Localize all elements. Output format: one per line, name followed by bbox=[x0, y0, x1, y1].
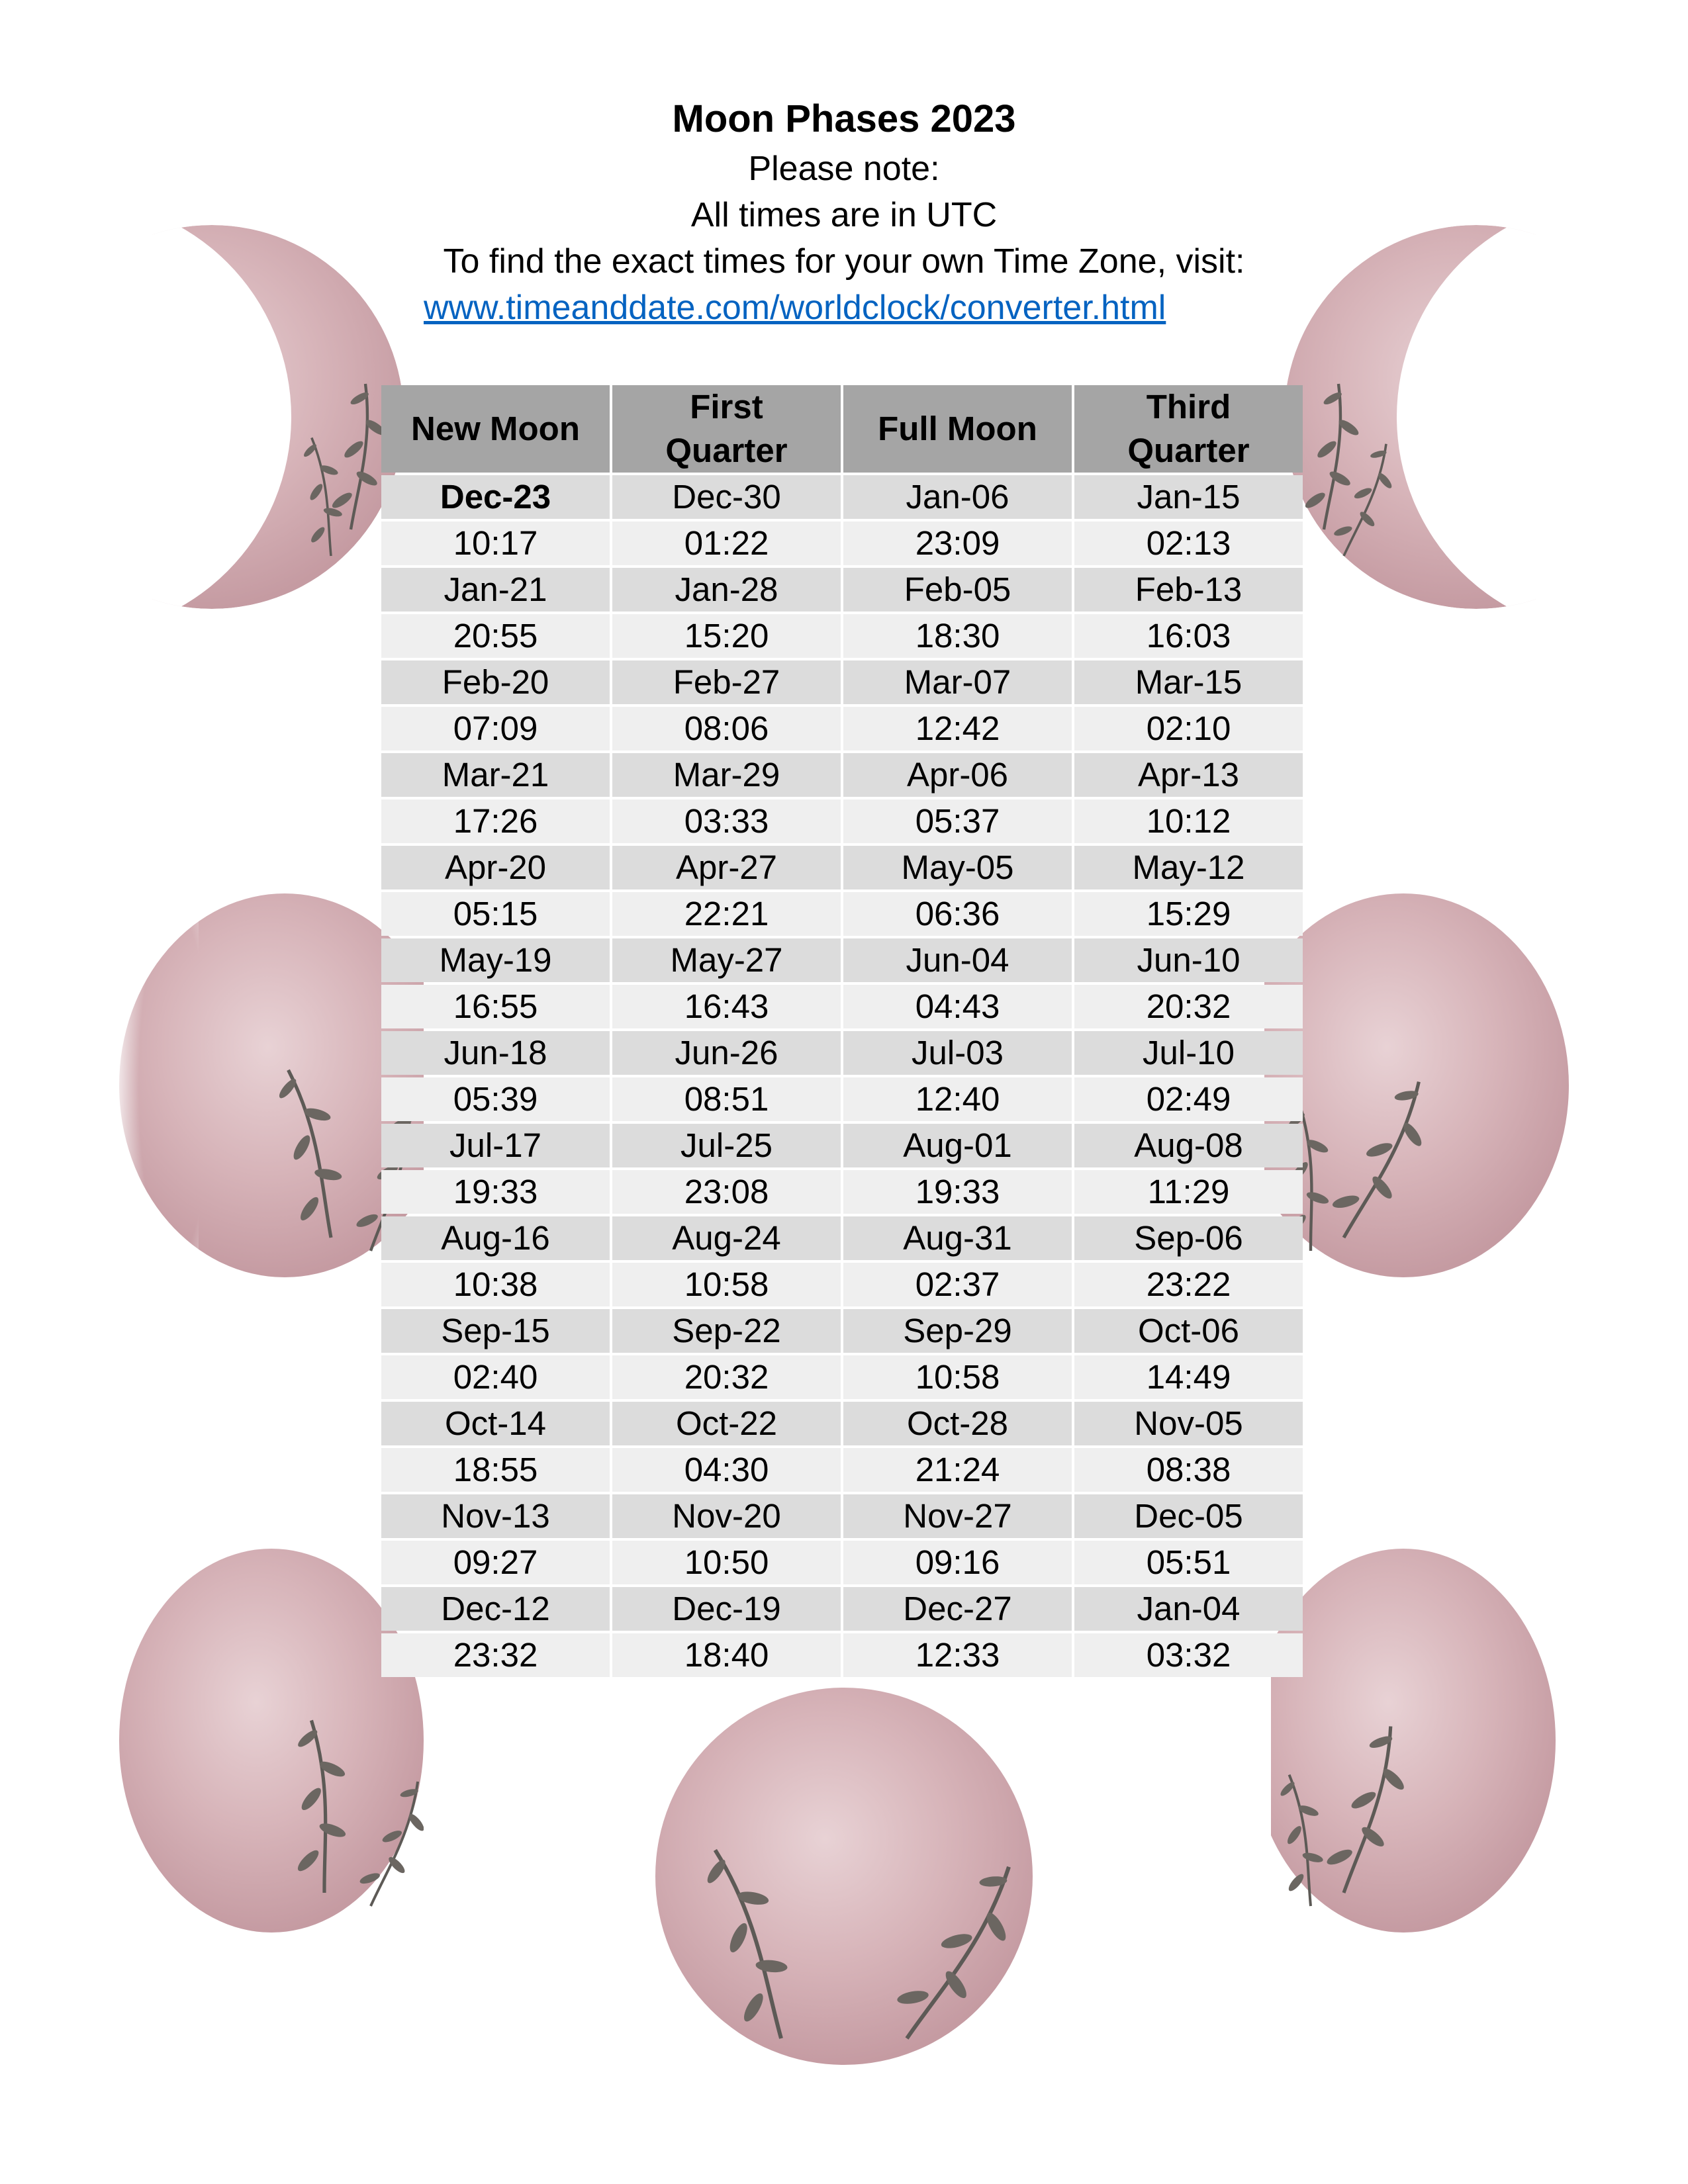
time-row bbox=[381, 1263, 1303, 1306]
date-row bbox=[381, 1402, 1303, 1445]
first-quarter-time-cell: 20:32 bbox=[612, 1355, 841, 1399]
full-moon-time-cell: 23:09 bbox=[843, 522, 1072, 565]
last-quarter-moon-icon bbox=[106, 1549, 424, 1933]
first-quarter-time-cell: 08:51 bbox=[612, 1077, 841, 1121]
table-header-row bbox=[381, 385, 1303, 473]
full-moon-date-cell: Apr-06 bbox=[843, 753, 1072, 797]
third-quarter-date-cell: Nov-05 bbox=[1074, 1402, 1303, 1445]
new-moon-date-cell: Sep-15 bbox=[381, 1309, 610, 1353]
time-row bbox=[381, 985, 1303, 1028]
full-moon-time-cell: 12:33 bbox=[843, 1633, 1072, 1677]
first-quarter-date-cell: May-27 bbox=[612, 938, 841, 982]
first-quarter-time-cell: 23:08 bbox=[612, 1170, 841, 1214]
header-third-quarter: Third Quarter bbox=[1074, 385, 1303, 473]
full-moon-time-cell: 05:37 bbox=[843, 799, 1072, 843]
full-moon-time-cell: 12:42 bbox=[843, 707, 1072, 751]
third-quarter-date-cell: Jun-10 bbox=[1074, 938, 1303, 982]
new-moon-time-cell: 16:55 bbox=[381, 985, 610, 1028]
new-moon-time-cell: 19:33 bbox=[381, 1170, 610, 1214]
new-moon-date-cell: Mar-21 bbox=[381, 753, 610, 797]
first-quarter-date-cell: Dec-30 bbox=[612, 475, 841, 519]
third-quarter-time-cell: 14:49 bbox=[1074, 1355, 1303, 1399]
document-header bbox=[0, 93, 1688, 331]
date-row bbox=[381, 660, 1303, 704]
full-moon-time-cell: 18:30 bbox=[843, 614, 1072, 658]
third-quarter-time-cell: 20:32 bbox=[1074, 985, 1303, 1028]
time-row bbox=[381, 1355, 1303, 1399]
note-line-3: To find the exact times for your own Time Zone, visit: bbox=[443, 242, 1245, 281]
full-moon-time-cell: 10:58 bbox=[843, 1355, 1072, 1399]
first-quarter-date-cell: Jan-28 bbox=[612, 568, 841, 612]
third-quarter-time-cell: 15:29 bbox=[1074, 892, 1303, 936]
new-moon-date-cell: Jan-21 bbox=[381, 568, 610, 612]
third-quarter-time-cell: 08:38 bbox=[1074, 1448, 1303, 1492]
new-moon-time-cell: 23:32 bbox=[381, 1633, 610, 1677]
third-quarter-time-cell: 10:12 bbox=[1074, 799, 1303, 843]
time-row bbox=[381, 1170, 1303, 1214]
third-quarter-time-cell: 02:13 bbox=[1074, 522, 1303, 565]
full-moon-date-cell: Jul-03 bbox=[843, 1031, 1072, 1075]
new-moon-time-cell: 07:09 bbox=[381, 707, 610, 751]
new-moon-date-cell: Jul-17 bbox=[381, 1124, 610, 1167]
date-row bbox=[381, 938, 1303, 982]
header-new-moon: New Moon bbox=[381, 385, 610, 473]
third-quarter-time-cell: 02:10 bbox=[1074, 707, 1303, 751]
new-moon-time-cell: 09:27 bbox=[381, 1541, 610, 1584]
first-quarter-date-cell: Mar-29 bbox=[612, 753, 841, 797]
waxing-gibbous-moon-icon bbox=[1264, 893, 1569, 1277]
new-moon-time-cell: 02:40 bbox=[381, 1355, 610, 1399]
third-quarter-date-cell: Sep-06 bbox=[1074, 1216, 1303, 1260]
note-line-2: All times are in UTC bbox=[690, 196, 998, 234]
first-quarter-date-cell: Apr-27 bbox=[612, 846, 841, 889]
third-quarter-date-cell: Oct-06 bbox=[1074, 1309, 1303, 1353]
new-moon-date-cell: Dec-12 bbox=[381, 1587, 610, 1631]
time-row bbox=[381, 1077, 1303, 1121]
date-row bbox=[381, 846, 1303, 889]
new-moon-date-cell: Apr-20 bbox=[381, 846, 610, 889]
date-row bbox=[381, 1494, 1303, 1538]
date-row bbox=[381, 475, 1303, 519]
first-quarter-date-cell: Feb-27 bbox=[612, 660, 841, 704]
new-moon-date-cell: May-19 bbox=[381, 938, 610, 982]
full-moon-date-cell: Jan-06 bbox=[843, 475, 1072, 519]
new-moon-time-cell: 20:55 bbox=[381, 614, 610, 658]
new-moon-date-cell: Oct-14 bbox=[381, 1402, 610, 1445]
first-quarter-moon-icon bbox=[1271, 1549, 1575, 1933]
first-quarter-date-cell: Jul-25 bbox=[612, 1124, 841, 1167]
note-line-1: Please note: bbox=[748, 150, 940, 188]
third-quarter-time-cell: 02:49 bbox=[1074, 1077, 1303, 1121]
full-moon-time-cell: 02:37 bbox=[843, 1263, 1072, 1306]
third-quarter-date-cell: Jan-04 bbox=[1074, 1587, 1303, 1631]
first-quarter-time-cell: 08:06 bbox=[612, 707, 841, 751]
third-quarter-date-cell: Aug-08 bbox=[1074, 1124, 1303, 1167]
third-quarter-time-cell: 05:51 bbox=[1074, 1541, 1303, 1584]
first-quarter-time-cell: 22:21 bbox=[612, 892, 841, 936]
new-moon-time-cell: 10:17 bbox=[381, 522, 610, 565]
full-moon-date-cell: Aug-31 bbox=[843, 1216, 1072, 1260]
full-moon-date-cell: Oct-28 bbox=[843, 1402, 1072, 1445]
new-moon-time-cell: 10:38 bbox=[381, 1263, 610, 1306]
full-moon-time-cell: 19:33 bbox=[843, 1170, 1072, 1214]
third-quarter-date-cell: Jul-10 bbox=[1074, 1031, 1303, 1075]
full-moon-icon bbox=[649, 1681, 1039, 2071]
third-quarter-date-cell: Apr-13 bbox=[1074, 753, 1303, 797]
time-row bbox=[381, 614, 1303, 658]
first-quarter-date-cell: Dec-19 bbox=[612, 1587, 841, 1631]
full-moon-date-cell: May-05 bbox=[843, 846, 1072, 889]
third-quarter-time-cell: 23:22 bbox=[1074, 1263, 1303, 1306]
new-moon-date-cell: Nov-13 bbox=[381, 1494, 610, 1538]
full-moon-date-cell: Nov-27 bbox=[843, 1494, 1072, 1538]
first-quarter-date-cell: Aug-24 bbox=[612, 1216, 841, 1260]
header-full-moon: Full Moon bbox=[843, 385, 1072, 473]
third-quarter-time-cell: 03:32 bbox=[1074, 1633, 1303, 1677]
first-quarter-time-cell: 15:20 bbox=[612, 614, 841, 658]
third-quarter-date-cell: Mar-15 bbox=[1074, 660, 1303, 704]
date-row bbox=[381, 1216, 1303, 1260]
full-moon-date-cell: Dec-27 bbox=[843, 1587, 1072, 1631]
time-row bbox=[381, 892, 1303, 936]
first-quarter-date-cell: Jun-26 bbox=[612, 1031, 841, 1075]
full-moon-date-cell: Feb-05 bbox=[843, 568, 1072, 612]
time-row bbox=[381, 1541, 1303, 1584]
time-row bbox=[381, 1448, 1303, 1492]
full-moon-time-cell: 12:40 bbox=[843, 1077, 1072, 1121]
page-title: Moon Phases 2023 bbox=[672, 97, 1016, 140]
third-quarter-date-cell: Dec-05 bbox=[1074, 1494, 1303, 1538]
first-quarter-time-cell: 16:43 bbox=[612, 985, 841, 1028]
first-quarter-time-cell: 10:50 bbox=[612, 1541, 841, 1584]
full-moon-date-cell: Jun-04 bbox=[843, 938, 1072, 982]
new-moon-date-cell: Feb-20 bbox=[381, 660, 610, 704]
first-quarter-date-cell: Oct-22 bbox=[612, 1402, 841, 1445]
full-moon-date-cell: Mar-07 bbox=[843, 660, 1072, 704]
full-moon-time-cell: 09:16 bbox=[843, 1541, 1072, 1584]
new-moon-time-cell: 05:39 bbox=[381, 1077, 610, 1121]
time-row bbox=[381, 1633, 1303, 1677]
new-moon-date-cell: Dec-23 bbox=[381, 475, 610, 519]
full-moon-date-cell: Aug-01 bbox=[843, 1124, 1072, 1167]
first-quarter-date-cell: Sep-22 bbox=[612, 1309, 841, 1353]
time-row bbox=[381, 522, 1303, 565]
timezone-converter-link[interactable]: www.timeanddate.com/worldclock/converter.html bbox=[424, 289, 1166, 327]
new-moon-date-cell: Jun-18 bbox=[381, 1031, 610, 1075]
full-moon-time-cell: 21:24 bbox=[843, 1448, 1072, 1492]
date-row bbox=[381, 753, 1303, 797]
third-quarter-date-cell: Jan-15 bbox=[1074, 475, 1303, 519]
full-moon-date-cell: Sep-29 bbox=[843, 1309, 1072, 1353]
first-quarter-time-cell: 04:30 bbox=[612, 1448, 841, 1492]
new-moon-time-cell: 18:55 bbox=[381, 1448, 610, 1492]
date-row bbox=[381, 1309, 1303, 1353]
third-quarter-date-cell: May-12 bbox=[1074, 846, 1303, 889]
third-quarter-time-cell: 16:03 bbox=[1074, 614, 1303, 658]
full-moon-time-cell: 06:36 bbox=[843, 892, 1072, 936]
date-row bbox=[381, 1587, 1303, 1631]
new-moon-date-cell: Aug-16 bbox=[381, 1216, 610, 1260]
new-moon-time-cell: 17:26 bbox=[381, 799, 610, 843]
first-quarter-time-cell: 03:33 bbox=[612, 799, 841, 843]
date-row bbox=[381, 1124, 1303, 1167]
waning-gibbous-moon-icon bbox=[119, 893, 424, 1277]
third-quarter-time-cell: 11:29 bbox=[1074, 1170, 1303, 1214]
third-quarter-date-cell: Feb-13 bbox=[1074, 568, 1303, 612]
full-moon-time-cell: 04:43 bbox=[843, 985, 1072, 1028]
moon-phases-table bbox=[379, 383, 1305, 1680]
date-row bbox=[381, 568, 1303, 612]
first-quarter-date-cell: Nov-20 bbox=[612, 1494, 841, 1538]
first-quarter-time-cell: 01:22 bbox=[612, 522, 841, 565]
new-moon-time-cell: 05:15 bbox=[381, 892, 610, 936]
date-row bbox=[381, 1031, 1303, 1075]
header-first-quarter: First Quarter bbox=[612, 385, 841, 473]
first-quarter-time-cell: 10:58 bbox=[612, 1263, 841, 1306]
first-quarter-time-cell: 18:40 bbox=[612, 1633, 841, 1677]
time-row bbox=[381, 799, 1303, 843]
time-row bbox=[381, 707, 1303, 751]
